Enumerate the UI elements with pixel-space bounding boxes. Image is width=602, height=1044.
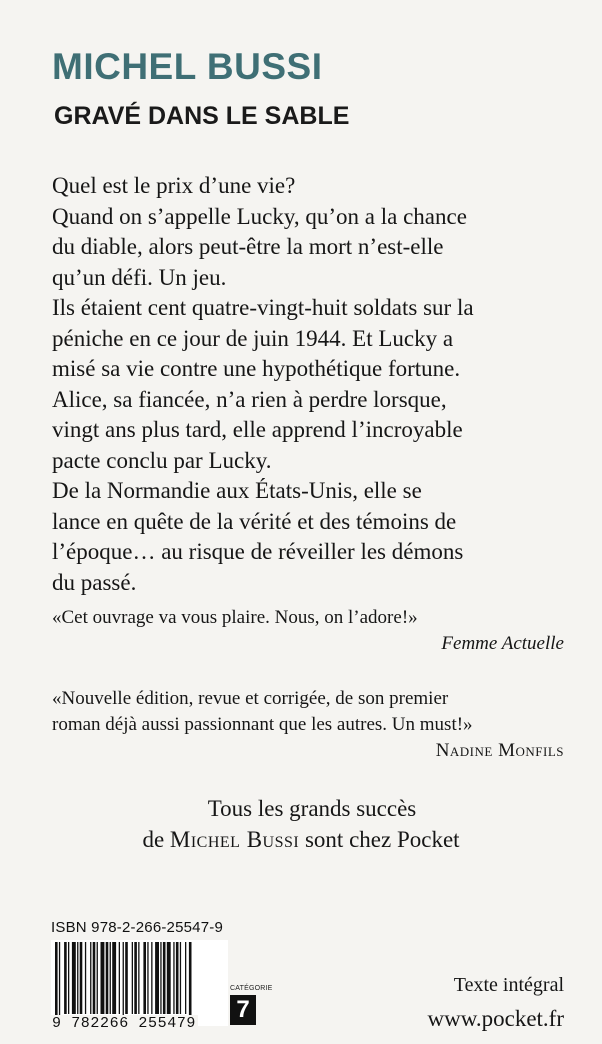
blurb-line: Ils étaient cent quatre-vingt-huit soldats sur la	[52, 295, 474, 320]
pocket-promo	[0, 793, 602, 855]
quote-source: Nadine Monfils	[435, 740, 564, 761]
blurb-line: Quel est le prix d’une vie?	[52, 173, 296, 198]
barcode-bar	[97, 942, 98, 1014]
promo-suffix: sont chez Pocket	[299, 827, 460, 852]
barcode-bar	[155, 942, 159, 1014]
barcode-bar	[125, 942, 128, 1014]
promo-prefix: de	[142, 827, 170, 852]
barcode-bar	[55, 942, 58, 1026]
quote-source: Femme Actuelle	[441, 633, 564, 654]
category-label: CATÉGORIE	[230, 985, 273, 992]
barcode-bar	[163, 942, 166, 1014]
barcode-bar	[72, 942, 76, 1014]
blurb-line: Alice, sa fiancée, n’a rien à perdre lorsque,	[52, 386, 447, 412]
blurb-line: du passé.	[52, 569, 137, 595]
barcode-bar	[176, 942, 179, 1014]
blurb-line: De la Normandie aux États-Unis, elle se	[52, 478, 422, 503]
quote-text: roman déjà aussi passionnant que les autres. Un must!»	[52, 714, 473, 735]
barcode-bar	[101, 942, 105, 1014]
blurb-line: du diable, alors peut-être la mort n’est-elle	[52, 234, 444, 259]
barcode-bar	[93, 942, 96, 1014]
barcode-bars	[51, 940, 228, 1026]
blurb-line: péniche en ce jour de juin 1944. Et Lucky a	[52, 325, 454, 351]
barcode-bar	[134, 942, 137, 1014]
blurb-line: pacte conclu par Lucky.	[52, 447, 272, 473]
barcode-bar	[110, 942, 111, 1014]
press-quote-femme-actuelle	[52, 605, 564, 657]
quote-text: «Cet ouvrage va vous plaire. Nous, on l’adore!»	[52, 607, 418, 628]
barcode-bar	[132, 942, 133, 1014]
blurb-line: Quand on s’appelle Lucky, qu’on a la chance	[52, 203, 467, 229]
blurb-line: vingt ans plus tard, elle apprend l’incroyable	[52, 417, 463, 442]
website: www.pocket.fr	[427, 1006, 564, 1031]
barcode-bar	[138, 942, 139, 1014]
author-name: MICHEL BUSSI	[52, 46, 323, 87]
promo-line-2	[0, 824, 602, 855]
blurb-line: l’époque… au risque de réveiller les démons	[52, 539, 464, 564]
barcode-bar	[167, 942, 171, 1014]
barcode-bar	[143, 942, 146, 1014]
blurb-line: qu’un défi. Un jeu.	[52, 264, 227, 290]
barcode-bar	[77, 942, 78, 1014]
barcode-bar	[106, 942, 109, 1014]
barcode-bar	[185, 942, 186, 1014]
promo-author: Michel Bussi	[169, 827, 300, 852]
barcode-bar	[189, 942, 192, 1026]
barcode-bar	[90, 942, 91, 1014]
barcode-bar	[59, 942, 60, 1026]
barcode-bar	[123, 942, 124, 1026]
press-quote-nadine-monfils	[52, 686, 564, 764]
quote-text: «Nouvelle édition, revue et corrigée, de son premier	[52, 688, 449, 709]
barcode-bar	[68, 942, 69, 1014]
barcode-bar	[160, 942, 161, 1014]
barcode-bar	[64, 942, 67, 1014]
barcode-bar	[85, 942, 86, 1014]
promo-line-1: Tous les grands succès	[207, 796, 417, 821]
barcode-bar	[119, 942, 120, 1014]
blurb-line: misé sa vie contre une hypothétique fortune.	[52, 356, 461, 381]
texte-integral: Texte intégral	[453, 974, 564, 996]
barcode-bar	[112, 942, 116, 1014]
book-title: GRAVÉ DANS LE SABLE	[54, 102, 350, 130]
blurb	[52, 171, 572, 598]
blurb-line: lance en quête de la vérité et des témoins de	[52, 508, 457, 534]
barcode-digits: 9 782266 255479	[52, 1015, 197, 1032]
barcode-bar	[151, 942, 152, 1014]
barcode-bar	[180, 942, 181, 1014]
isbn: ISBN 978-2-266-25547-9	[51, 919, 224, 936]
barcode	[51, 940, 228, 1026]
barcode-bar	[80, 942, 83, 1014]
barcode-bar	[147, 942, 148, 1014]
category-badge: 7	[230, 995, 256, 1025]
barcode-bar	[173, 942, 174, 1014]
